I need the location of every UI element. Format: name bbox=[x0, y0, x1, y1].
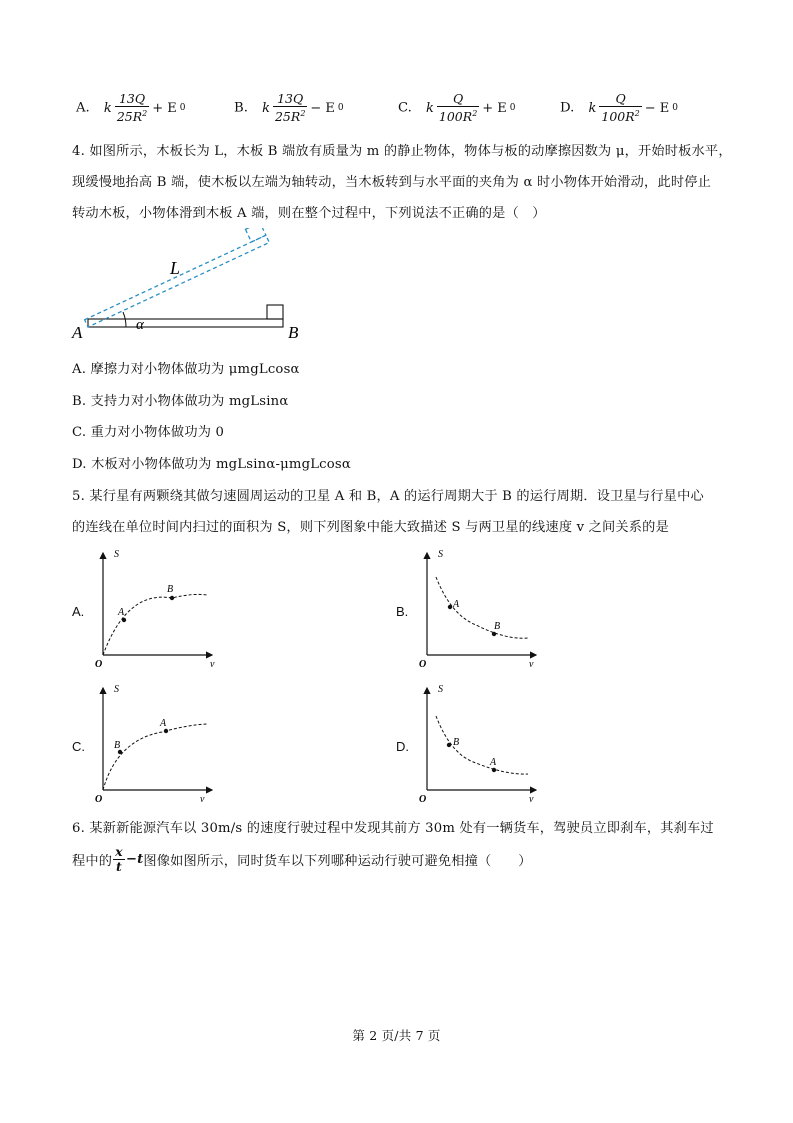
y-axis-label: S bbox=[438, 549, 443, 560]
origin-label: O bbox=[419, 659, 427, 670]
point-b bbox=[447, 743, 451, 747]
q3-option-d: D. k $\frac{Q}{100R^2}$ − E 0 bbox=[560, 91, 679, 125]
x-axis-label: v bbox=[200, 794, 205, 805]
point-b-label: B bbox=[167, 584, 174, 595]
q3-option-c: C. k $\frac{Q}{100R^2}$ + E 0 bbox=[398, 91, 516, 125]
b-label: B bbox=[288, 323, 299, 342]
q4-stem-line1: 4. 如图所示，木板长为 L，木板 B 端放有质量为 m 的静止物体，物体与板的动摩擦因数为 μ，开始时板水平， bbox=[72, 144, 732, 159]
x-axis-label: v bbox=[529, 794, 534, 805]
point-b bbox=[170, 596, 174, 600]
q3-option-b: B. k $\frac{13Q}{25R^2}$ − E 0 bbox=[234, 91, 344, 125]
x-over-t-fraction: $\frac{x}{t}$ bbox=[115, 844, 123, 874]
q6-line2-post: 图像如图所示，同时货车以下列哪种运动行驶可避免相撞（ ） bbox=[143, 854, 532, 869]
q6-stem-line2 bbox=[72, 845, 532, 874]
q4-stem-line2: 现缓慢地抬高 B 端，使木板以左端为轴转动，当木板转到与水平面的夹角为 α 时小物体开始滑动，此时停止 bbox=[72, 175, 711, 190]
q5-graph-b-label: B. bbox=[396, 604, 409, 619]
point-a-label: A bbox=[490, 757, 497, 768]
q5-graph-c-label: C. bbox=[72, 739, 85, 754]
q5-graph-a-label: A. bbox=[72, 604, 85, 619]
q4-option-b: B. 支持力对小物体做功为 mgLsinα bbox=[72, 394, 289, 409]
q5-graph-c bbox=[92, 680, 222, 805]
point-b-label: B bbox=[494, 621, 501, 632]
origin-label: O bbox=[95, 794, 103, 805]
point-b bbox=[492, 632, 496, 636]
q4-stem-line3: 转动木板，小物体滑到木板 A 端，则在整个过程中，下列说法不正确的是（ ） bbox=[72, 206, 546, 221]
point-a bbox=[492, 768, 496, 772]
q4-option-a: A. 摩擦力对小物体做功为 μmgLcosα bbox=[72, 362, 300, 377]
q6-line2-mid: −t bbox=[125, 852, 144, 867]
block-b bbox=[267, 305, 283, 319]
q4-option-d: D. 木板对小物体做功为 mgLsinα-μmgLcosα bbox=[72, 457, 351, 472]
q5-graph-a bbox=[92, 545, 222, 670]
y-axis-label: S bbox=[114, 549, 119, 560]
l-label: L bbox=[170, 258, 181, 278]
a-label: A bbox=[72, 323, 83, 342]
point-b-label: B bbox=[453, 737, 460, 748]
horizontal-board bbox=[88, 319, 283, 327]
point-a-label: A bbox=[160, 718, 167, 729]
q5-stem-line2: 的连线在单位时间内扫过的面积为 S，则下列图象中能大致描述 S 与两卫星的线速度 v 之间关系的是 bbox=[72, 520, 669, 535]
origin-label: O bbox=[95, 659, 103, 670]
y-axis-label: S bbox=[438, 684, 443, 695]
q5-graph-b bbox=[416, 545, 546, 670]
q3-option-a: A. k $\frac{13Q}{25R^2}$ + E 0 bbox=[76, 91, 186, 125]
y-axis-label: S bbox=[114, 684, 119, 695]
q5-graph-d-label: D. bbox=[396, 739, 409, 754]
point-b-label: B bbox=[114, 740, 121, 751]
point-a bbox=[448, 605, 452, 609]
q4-board-figure bbox=[70, 228, 310, 343]
origin-label: O bbox=[419, 794, 427, 805]
q6-stem-line1: 6. 某新新能源汽车以 30m/s 的速度行驶过程中发现其前方 30m 处有一辆货车，驾驶员立即刹车，其刹车过 bbox=[72, 821, 714, 836]
q6-line2-pre: 程中的 bbox=[72, 854, 113, 869]
page-footer: 第 2 页/共 7 页 bbox=[352, 1028, 441, 1043]
x-axis-label: v bbox=[210, 659, 215, 670]
alpha-label: α bbox=[136, 317, 144, 333]
point-a bbox=[122, 618, 126, 622]
point-a bbox=[164, 729, 168, 733]
q5-graph-d bbox=[416, 680, 546, 805]
q4-option-c: C. 重力对小物体做功为 0 bbox=[72, 425, 225, 440]
q5-stem-line1: 5. 某行星有两颗绕其做匀速圆周运动的卫星 A 和 B，A 的运行周期大于 B 的运行周期．设卫星与行星中心 bbox=[72, 489, 704, 504]
x-axis-label: v bbox=[529, 659, 534, 670]
point-a-label: A bbox=[118, 607, 125, 618]
point-a-label: A bbox=[453, 599, 460, 610]
